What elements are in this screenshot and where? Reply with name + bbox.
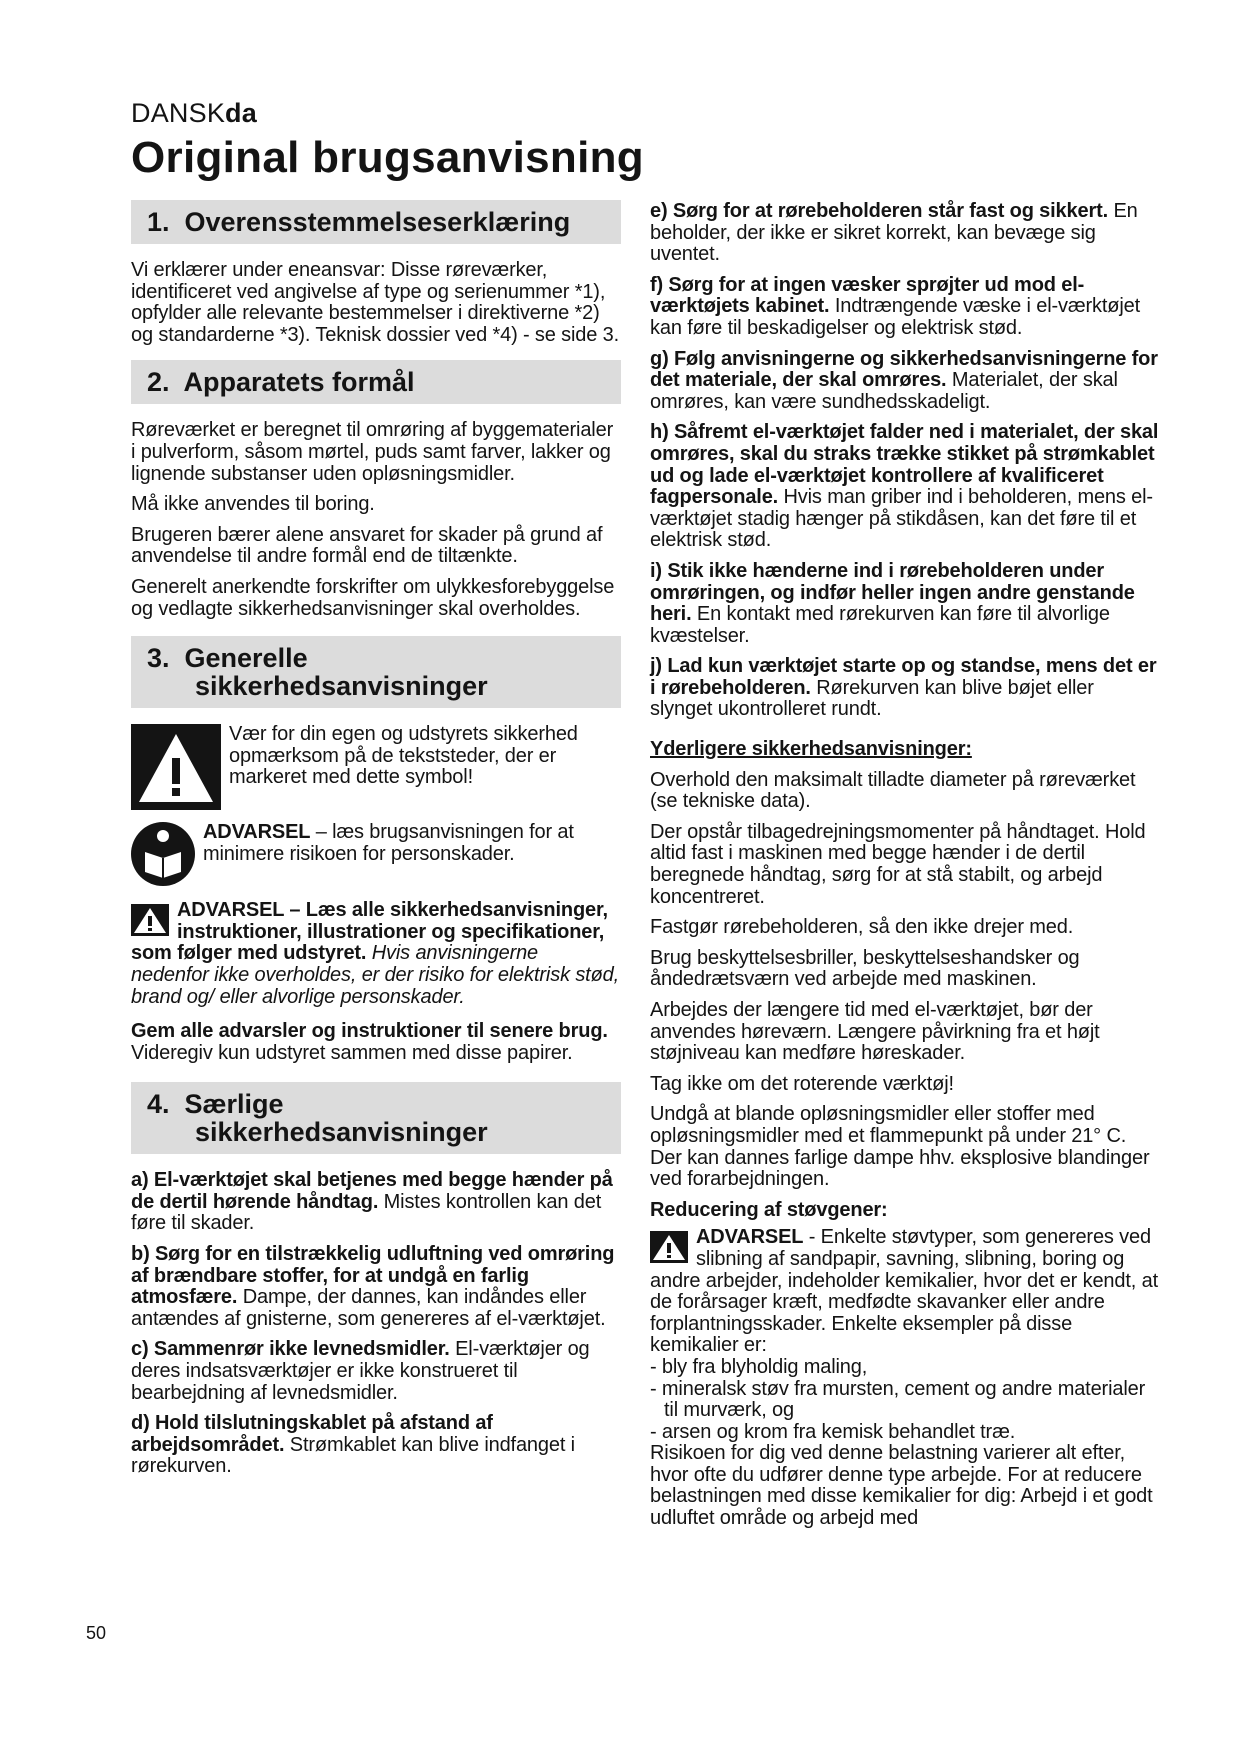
dust-warning: ADVARSEL - Enkelte støvtyper, som genereres ved slibning af sandpapir, savning, slibning, boring og andre arbejder, indeholder kemikalier, hvor det er kendt, at de forårsager kræft, medfødte skavanker eller andre forplantningsskader. Enkelte eksempler på disse kemikalier er:: [650, 1226, 1158, 1357]
section-heading-3: 3. Generelle sikkerhedsanvisninger: [131, 636, 621, 708]
rule-a: a) El-værktøjet skal betjenes med begge hænder på de dertil hørende håndtag. Mistes kontrollen kan det føre til skader.: [131, 1169, 613, 1235]
rule-j: j) Lad kun værktøjet starte op og standse, mens det er i rørebeholderen. Rørekurven kan blive bøjet eller slynget ukontrolleret rundt.: [650, 655, 1157, 721]
extra-heading: Yderligere sikkerhedsanvisninger:: [650, 738, 972, 761]
rule-f: f) Sørg for at ingen væsker sprøjter ud mod el-værktøjets kabinet. Indtrængende væske i el-værktøjet kan føre til beskadigelser og elektrisk stød.: [650, 273, 1141, 339]
read-manual-note: ADVARSEL – læs brugsanvisningen for at minimere risikoen for personskader.: [131, 822, 621, 886]
page-title: Original brugsanvisning: [131, 133, 644, 182]
dust-outro: Risikoen for dig ved denne belastning varierer alt efter, hvor ofte du udfører denne type arbejde. For at reducere belastningen med disse kemikalier for dig: Arbejd i et godt udluftet område og arbejd med: [650, 1442, 1153, 1530]
language-label: DANSKda: [131, 98, 257, 128]
warning-triangle-icon: [650, 1231, 688, 1263]
left-column: [131, 200, 621, 1487]
extra-text-3: Fastgør rørebeholderen, så den ikke drejer med.: [650, 916, 1074, 939]
purpose-text-2: Må ikke anvendes til boring.: [131, 493, 375, 516]
purpose-text-4: Generelt anerkendte forskrifter om ulykkesforebyggelse og vedlagte sikkerhedsanvisninger skal overholdes.: [131, 575, 615, 620]
dust-list-item-3: - arsen og krom fra kemisk behandlet træ.: [650, 1420, 1016, 1443]
dust-heading: Reducering af støvgener:: [650, 1198, 888, 1221]
language-code: da: [225, 98, 257, 128]
general-warning: ADVARSEL – Læs alle sikkerhedsanvisninger, instruktioner, illustrationer og specifikationer, som følger med udstyret. Hvis anvisningerne nedenfor ikke overholdes, er der risiko for elektrisk stød, brand og/ eller alvorlige personskader.: [131, 899, 620, 1008]
section-heading-1: 1. Overensstemmelseserklæring: [131, 200, 621, 244]
warning-triangle-icon: [131, 724, 221, 810]
section-heading-2: 2. Apparatets formål: [131, 360, 621, 404]
extra-text-7: Undgå at blande opløsningsmidler eller stoffer med opløsningsmidler med et flammepunkt på under 21° C. Der kan dannes farlige dampe hhv. eksplosive blandinger ved forarbejdningen.: [650, 1103, 1150, 1191]
rule-i: i) Stik ikke hænderne ind i rørebeholderen under omrøringen, og indfør heller ingen andre genstande heri. En kontakt med rørekurven kan føre til alvorlige kvæstelser.: [650, 559, 1135, 647]
page-number: 50: [86, 1623, 107, 1643]
extra-text-2: Der opstår tilbagedrejningsmomenter på håndtaget. Hold altid fast i maskinen med begge hænder i de dertil beregnede håndtag, sørg for at stå stabilt, og arbejd koncentreret.: [650, 820, 1146, 908]
rule-h: h) Såfremt el-værktøjet falder ned i materialet, der skal omrøres, skal du straks trække stikket på strømkablet ud og lade el-værktøjet kontrollere af kvalificeret fagpersonale. Hvis man griber ind i beholderen, mens el-værktøjet stadig hænger på stikdåsen, kan det føre til et elektrisk stød.: [650, 421, 1159, 552]
right-column: [650, 201, 1160, 1539]
rule-b: b) Sørg for en tilstrækkelig udluftning ved omrøring af brændbare stoffer, for at undgå en farlig atmosfære. Dampe, der dannes, kan indåndes eller antændes af gnisterne, som genereres af el-værktøjet.: [131, 1243, 615, 1330]
extra-text-6: Tag ikke om det roterende værktøj!: [650, 1072, 954, 1095]
purpose-text-3: Brugeren bærer alene ansvaret for skader på grund af anvendelse til andre formål end de tiltænkte.: [131, 523, 603, 568]
purpose-text-1: Røreværket er beregnet til omrøring af byggematerialer i pulverform, såsom mørtel, puds samt farver, lakker og lignende substanser uden opløsningsmidler.: [131, 419, 614, 485]
rule-c: c) Sammenrør ikke levnedsmidler. El-værktøjer og deres indsatsværktøjer er ikke konstrueret til bearbejdning af levnedsmidler.: [131, 1338, 590, 1404]
rule-g: g) Følg anvisningerne og sikkerhedsanvisningerne for det materiale, der skal omrøres. Materialet, der skal omrøres, kan være sundhedsskadeligt.: [650, 347, 1158, 413]
safety-symbol-note: Vær for din egen og udstyrets sikkerhed opmærksom på de tekststeder, der er markeret med dette symbol!: [131, 724, 621, 810]
extra-text-1: Overhold den maksimalt tilladte diameter på røreværket (se tekniske data).: [650, 768, 1136, 813]
section-heading-4: 4. Særlige sikkerhedsanvisninger: [131, 1082, 621, 1154]
dust-list-item-2: - mineralsk støv fra mursten, cement og andre materialer til murværk, og: [650, 1377, 1146, 1422]
warning-triangle-icon: [131, 904, 169, 936]
extra-text-5: Arbejdes der længere tid med el-værktøjet, bør der anvendes høreværn. Længere påvirkning fra et højt støjniveau kan medføre høreskader.: [650, 999, 1100, 1065]
keep-instructions: Gem alle advarsler og instruktioner til senere brug. Videregiv kun udstyret sammen med disse papirer.: [131, 1020, 608, 1064]
rule-e: e) Sørg for at rørebeholderen står fast og sikkert. En beholder, der ikke er sikret korrekt, kan bevæge sig uventet.: [650, 200, 1138, 266]
read-manual-icon: [131, 822, 195, 886]
extra-text-4: Brug beskyttelsesbriller, beskyttelseshandsker og åndedrætsværn ved arbejde med maskinen.: [650, 946, 1080, 991]
rule-d: d) Hold tilslutningskablet på afstand af arbejdsområdet. Strømkablet kan blive indfanget i rørekurven.: [131, 1412, 575, 1478]
dust-list-item-1: - bly fra blyholdig maling,: [650, 1355, 868, 1378]
declaration-text: Vi erklærer under eneansvar: Disse røreværker, identificeret ved angivelse af type og serienummer *1), opfylder alle relevante bestemmelser i direktiverne *2) og standarderne *3). Teknisk dossier ved *4) - se side 3.: [131, 259, 620, 346]
